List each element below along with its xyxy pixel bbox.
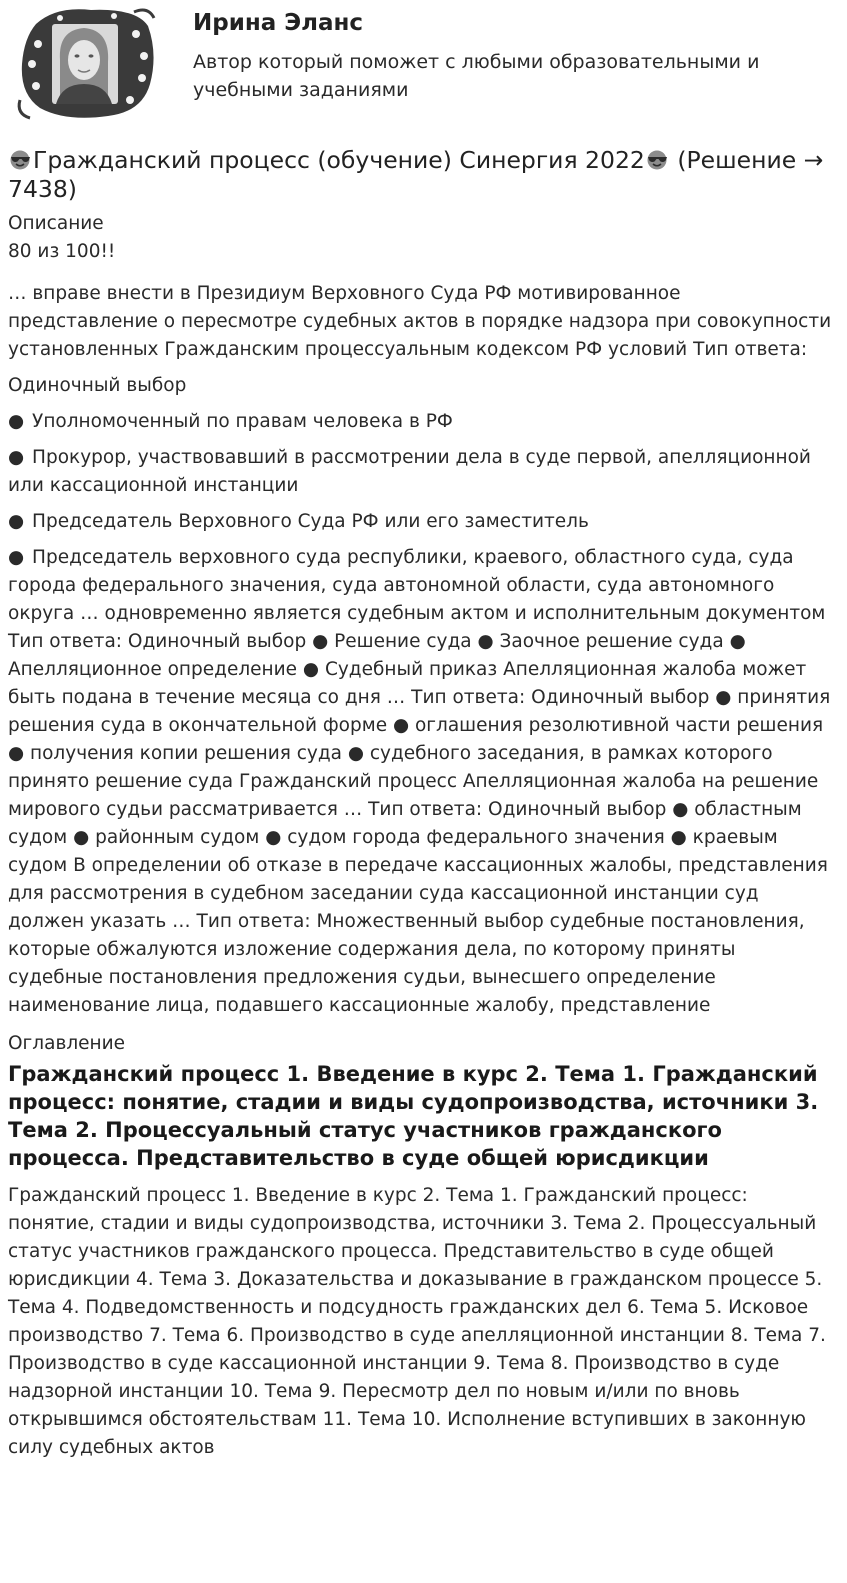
bullet-icon: ● — [8, 411, 25, 432]
answer-option — [8, 444, 836, 500]
toc-text: Гражданский процесс 1. Введение в курс 2. Тема 1. Гражданский процесс: понятие, стадии и виды судопроизводства, источники 3. Тема 2. Процессуальный статус участников гражданского процесса. Представительство в суде общей юрисдикции 4. Тема 3. Доказательства и доказывание в гражданском процессе 5. Тема 4. Подведомственность и подсудность гражданских дел 6. Тема 5. Исковое производство 7. Тема 6. Производство в суде апелляционной инстанции 8. Тема 7. Производство в суде кассационной инстанции 9. Тема 8. Производство в суде надзорной инстанции 10. Тема 9. Пересмотр дел по новым и/или по вновь открывшимся обстоятельствам 11. Тема 10. Исполнение вступивших в законную силу судебных актов — [8, 1185, 826, 1458]
work-title-text: Гражданский процесс (обучение) Синергия 2022 — [33, 146, 645, 174]
smiling-face-with-sunglasses-icon — [645, 148, 670, 170]
answer-option — [8, 508, 836, 536]
bullet-icon: ● — [8, 447, 25, 468]
author-avatar[interactable] — [16, 4, 158, 122]
toc-heading: Гражданский процесс 1. Введение в курс 2. Тема 1. Гражданский процесс: понятие, стадии и виды судопроизводства, источники 3. Тема 2. Процессуальный статус участников гражданского процесса. Представительство в суде общей юрисдикции — [8, 1062, 819, 1170]
bullet-icon: ● — [8, 547, 25, 568]
toc-label: Оглавление — [8, 1033, 126, 1054]
description-long-text — [8, 544, 836, 1020]
author-description: Автор который поможет с любыми образовательными и учебными заданиями — [193, 51, 760, 101]
bullet-icon: ● — [8, 511, 25, 532]
work-title — [8, 146, 838, 204]
answer-type: Одиночный выбор — [8, 375, 187, 396]
description-label: Описание — [8, 213, 104, 234]
description-long-text-body: Председатель верховного суда республики, краевого, областного суда, суда города федерального значения, суда автономной области, суда автономного округа … одновременно является судебным актом и исполнительным документом Тип ответа: Одиночный выбор ● Решение суда ● Заочное решение суда ● Апелляционное определение ● Судебный приказ Апелляционная жалоба может быть подана в течение месяца со дня … Тип ответа: Одиночный выбор ● принятия решения суда в окончательной форме ● оглашения резолютивной части решения ● получения копии решения суда ● судебного заседания, в рамках которого принято решение суда Гражданский процесс Апелляционная жалоба на решение мирового судьи рассматривается … Тип ответа: Одиночный выбор ● областным судом ● районным судом ● судом города федерального значения ● краевым судом В определении об отказе в передаче кассационных жалобы, представления для рассмотрения в судебном заседании суда кассационной инстанции суд должен указать … Тип ответа: Множественный выбор судебные постановления, которые обжалуются изложение содержания дела, по которому приняты судебные постановления предложения судьи, вынесшего определение наименование лица, подавшего кассационные жалобу, представление — [8, 547, 831, 1016]
answer-option-label: Председатель Верховного Суда РФ или его заместитель — [32, 511, 589, 532]
author-name[interactable]: Ирина Эланс — [193, 10, 364, 36]
answer-option — [8, 408, 836, 436]
smiling-face-with-sunglasses-icon — [8, 148, 33, 170]
work-title-suffix: (Решение → 7438) — [8, 146, 824, 203]
answer-option-label: Прокурор, участвовавший в рассмотрении дела в суде первой, апелляционной или кассационной инстанции — [8, 447, 811, 496]
question-text: … вправе внести в Президиум Верховного Суда РФ мотивированное представление о пересмотре судебных актов в порядке надзора при совокупности установленных Гражданским процессуальным кодексом РФ условий Тип ответа: — [8, 283, 832, 360]
score-text: 80 из 100!! — [8, 241, 116, 262]
author-card — [8, 0, 839, 135]
answer-option-label: Уполномоченный по правам человека в РФ — [32, 411, 453, 432]
